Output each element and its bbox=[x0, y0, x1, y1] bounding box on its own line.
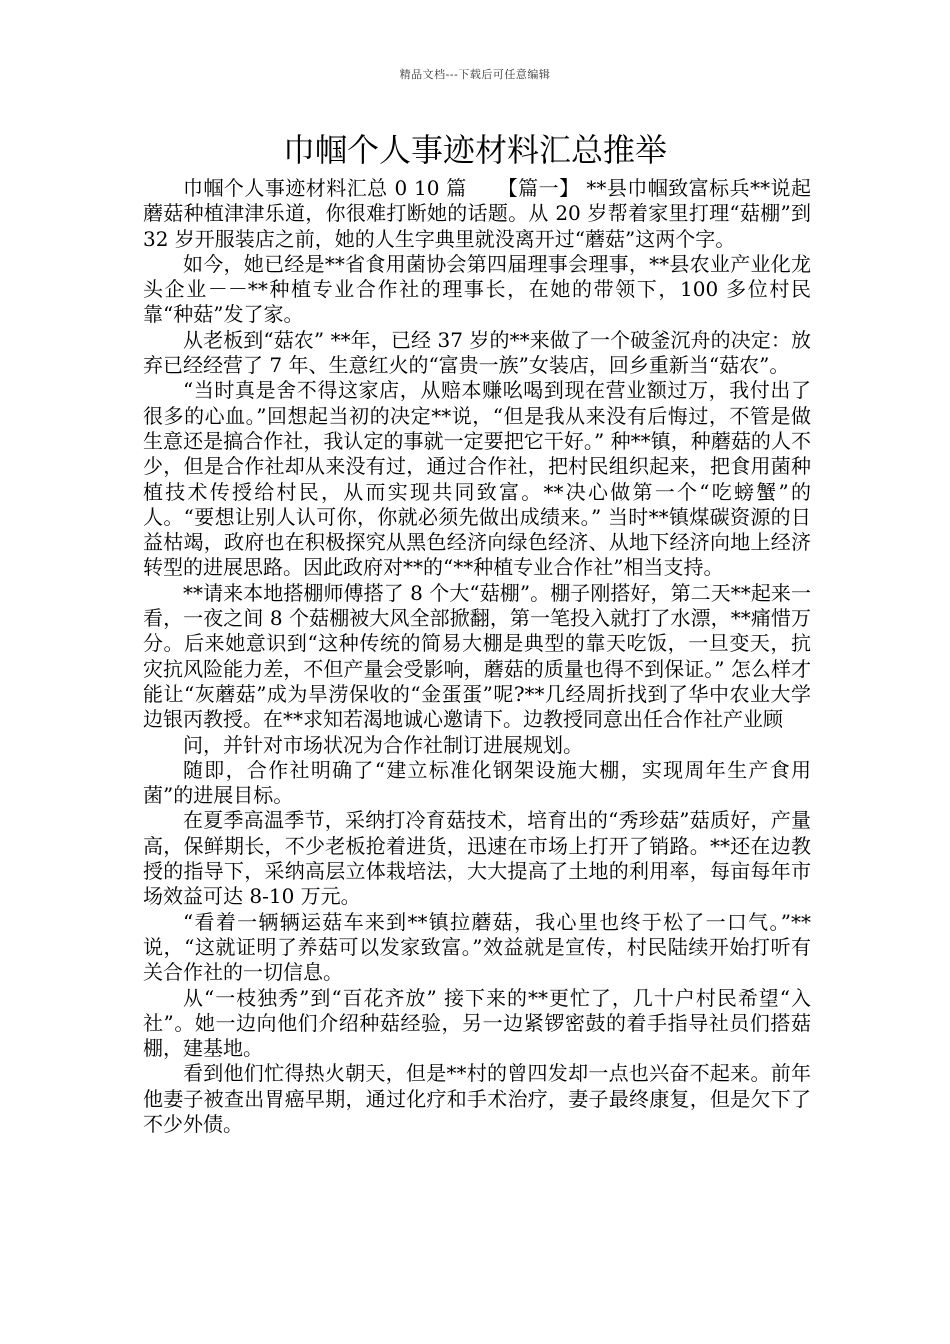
header-note: 精品文档---下载后可任意编辑 bbox=[399, 68, 551, 81]
paragraph-8: 在夏季高温季节，采纳打冷育菇技术，培育出的“秀珍菇”菇质好，产量高，保鲜期长，不少老板抢着进货，迅速在市场上打开了销路。**还在边教授的指导下，采纳高层立体栽培法，大大提高了土地的利用率，每亩每年市场效益可达 8-10 万元。 bbox=[143, 808, 811, 909]
document-body bbox=[143, 176, 811, 1137]
paragraph-7: 随即，合作社明确了“建立标准化钢架设施大棚，实现周年生产食用菌”的进展目标。 bbox=[143, 757, 811, 808]
paragraph-5: **请来本地搭棚师傅搭了 8 个大“菇棚”。棚子刚搭好，第二天**起来一看，一夜之间 8 个菇棚被大风全部掀翻，第一笔投入就打了水漂，**痛惜万分。后来她意识到“这种传统的简易大棚是典型的靠天吃饭，一旦变天，抗灾抗风险能力差，不但产量会受影响，蘑菇的质量也得不到保证。” 怎么样才能让“灰蘑菇”成为旱涝保收的“金蛋蛋”呢?**几经周折找到了华中农业大学边银丙教授。在**求知若渴地诚心邀请下。边教授同意出任合作社产业顾 bbox=[143, 580, 811, 732]
paragraph-3: 从老板到“菇农” **年，已经 37 岁的**来做了一个破釜沉舟的决定：放弃已经经营了 7 年、生意红火的“富贵一族”女装店，回乡重新当“菇农”。 bbox=[143, 327, 811, 378]
paragraph-11: 看到他们忙得热火朝天，但是**村的曾四发却一点也兴奋不起来。前年他妻子被查出胃癌早期，通过化疗和手术治疗，妻子最终康复，但是欠下了不少外债。 bbox=[143, 1061, 811, 1136]
paragraph-10: 从“一枝独秀”到“百花齐放” 接下来的**更忙了，几十户村民希望“入社”。她一边向他们介绍种菇经验，另一边紧锣密鼓的着手指导社员们搭菇棚，建基地。 bbox=[143, 985, 811, 1061]
paragraph-1: 巾帼个人事迹材料汇总 0 10 篇 【篇一】 **县巾帼致富标兵**说起蘑菇种植津津乐道，你很难打断她的话题。从 20 岁帮着家里打理“菇棚”到 32 岁开服装店之前，她的人生字典里就没离开过“蘑菇”这两个字。 bbox=[143, 176, 811, 251]
paragraph-2: 如今，她已经是**省食用菌协会第四届理事会理事，**县农业产业化龙头企业－－**种植专业合作社的理事长，在她的带领下，100 多位村民靠“种菇”发了家。 bbox=[143, 251, 811, 327]
document-title: 巾帼个人事迹材料汇总推举 bbox=[282, 131, 667, 169]
paragraph-6: 问，并针对市场状况为合作社制订进展规划。 bbox=[183, 732, 583, 757]
paragraph-4: “当时真是舍不得这家店，从赔本赚吆喝到现在营业额过万，我付出了很多的心血。”回想起当初的决定**说，“但是我从来没有后悔过，不管是做生意还是搞合作社，我认定的事就一定要把它干好。” 种**镇，种蘑菇的人不少，但是合作社却从来没有过，通过合作社，把村民组织起来，把食用菌种植技术传授给村民，从而实现共同致富。**决心做第一个“吃螃蟹”的人。“要想让别人认可你，你就必须先做出成绩来。” 当时**镇煤碳资源的日益枯竭，政府也在积极探究从黑色经济向绿色经济、从地下经济向地上经济转型的进展思路。因此政府对**的“**种植专业合作社”相当支持。 bbox=[143, 378, 811, 580]
paragraph-9: “看着一辆辆运菇车来到**镇拉蘑菇，我心里也终于松了一口气。”**说，“这就证明了养菇可以发家致富。”效益就是宣传，村民陆续开始打听有关合作社的一切信息。 bbox=[143, 909, 811, 985]
